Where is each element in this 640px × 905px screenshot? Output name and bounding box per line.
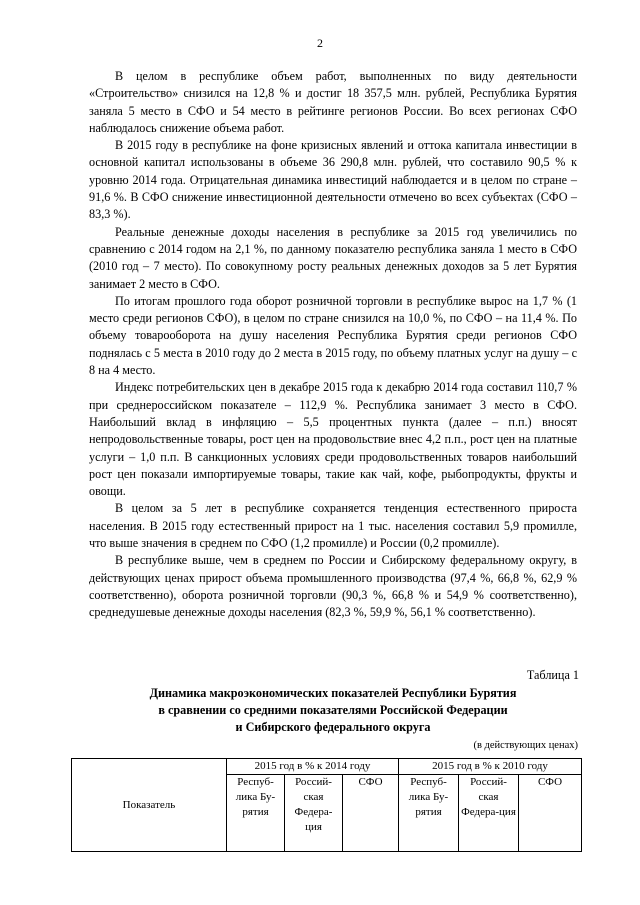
header-buryatia-2010: Респуб-лика Бу-рятия: [399, 775, 459, 852]
header-group-2014: 2015 год в % к 2014 году: [227, 759, 399, 775]
header-buryatia-2014: Респуб-лика Бу-рятия: [227, 775, 285, 852]
paragraph-income: Реальные денежные доходы населения в республике за 2015 год увеличились по сравнению с 2014 годом на 2,1 %, по данному показателю республика заняла 1 место в СФО (2010 год – 7 место). По совокупному росту реальных денежных доходов за 5 лет Бурятия занимает 2 место в СФО.: [89, 224, 577, 291]
table-title: [89, 685, 577, 736]
table-title-line: в сравнении со средними показателями Российской Федерации: [158, 703, 508, 717]
table-title-line: Динамика макроэкономических показателей Республики Бурятия: [149, 686, 517, 700]
paragraph-construction: В целом в республике объем работ, выполненных по виду деятельности «Строительство» снизился на 12,8 % и достиг 18 357,5 млн. рублей, Республика Бурятия заняла 5 место в СФО и 54 место в рейтинге регионов России. Во всех регионах СФО наблюдалось снижение объема работ.: [89, 69, 577, 135]
units-note: (в действующих ценах): [473, 740, 578, 751]
page-number: 2: [317, 36, 323, 50]
paragraph-population: В целом за 5 лет в республике сохраняется тенденция естественного прироста населения. В 2015 году естественный прирост на 1 тыс. населения составил 5,9 промилле, что выше значения в среднем по СФО (1,2 промилле) и России (0,2 промилле).: [89, 501, 577, 551]
header-russia-2014: Россий-ская Федера-ция: [285, 775, 343, 852]
paragraph-investment: В 2015 году в республике на фоне кризисных явлений и оттока капитала инвестиции в основной капитал использованы в объеме 36 290,8 млн. рублей, что составило 90,5 % к уровню 2014 года. Отрицательная динамика инвестиций наблюдается и в целом по стране – 91,6 %. В СФО снижение инвестиционной деятельности отмечено во всех субъектах (СФО – 83,3 %).: [89, 138, 577, 222]
header-group-2010: 2015 год в % к 2010 году: [399, 759, 582, 775]
paragraph-prices: Индекс потребительских цен в декабре 2015 года к декабрю 2014 года составил 110,7 % при среднероссийском показателе – 112,9 %. Республика занимает 3 место в СФО. Наибольший вклад в инфляцию – 5,5 процентных пункта (далее – п.п.) вносят непродовольственные товары, рост цен на продовольствие внес 4,2 п.п., рост цен на платные услуги – 1,0 п.п. В санкционных условиях среди продовольственных товаров наибольший рост цен показали импортируемые товары, такие как чай, кофе, рыбопродукты, фрукты и овощи.: [89, 380, 577, 499]
header-sfo-2010: СФО: [519, 775, 582, 852]
table-header-row: [72, 759, 582, 775]
table-label: Таблица 1: [526, 668, 579, 682]
header-indicator: Показатель: [72, 759, 227, 852]
header-russia-2010: Россий-ская Федера-ция: [459, 775, 519, 852]
table-title-line: и Сибирского федерального округа: [235, 720, 431, 734]
paragraph-retail: По итогам прошлого года оборот розничной торговли в республике вырос на 1,7 % (1 место среди регионов СФО), в целом по стране снизился на 10,0 %, по СФО – на 11,4 %. По объему товарооборота на душу населения Республика Бурятия среди регионов СФО поднялась с 5 места в 2010 году до 2 места в 2015 году, по объему платных услуг на душу – с 8 на 4 место.: [89, 293, 577, 378]
paragraph-comparison: В республике выше, чем в среднем по России и Сибирскому федеральному округу, в действующих ценах прирост объема промышленного производства (97,4 %, 66,8 %, 62,9 % соответственно), оборота розничной торговли (90,3 %, 66,8 % и 54,9 % соответственно), среднедушевые денежные доходы населения (82,3 %, 59,9 %, 56,1 % соответственно).: [89, 553, 577, 620]
header-sfo-2014: СФО: [343, 775, 399, 852]
macro-indicators-table: [71, 758, 582, 852]
body-text: [89, 68, 577, 622]
